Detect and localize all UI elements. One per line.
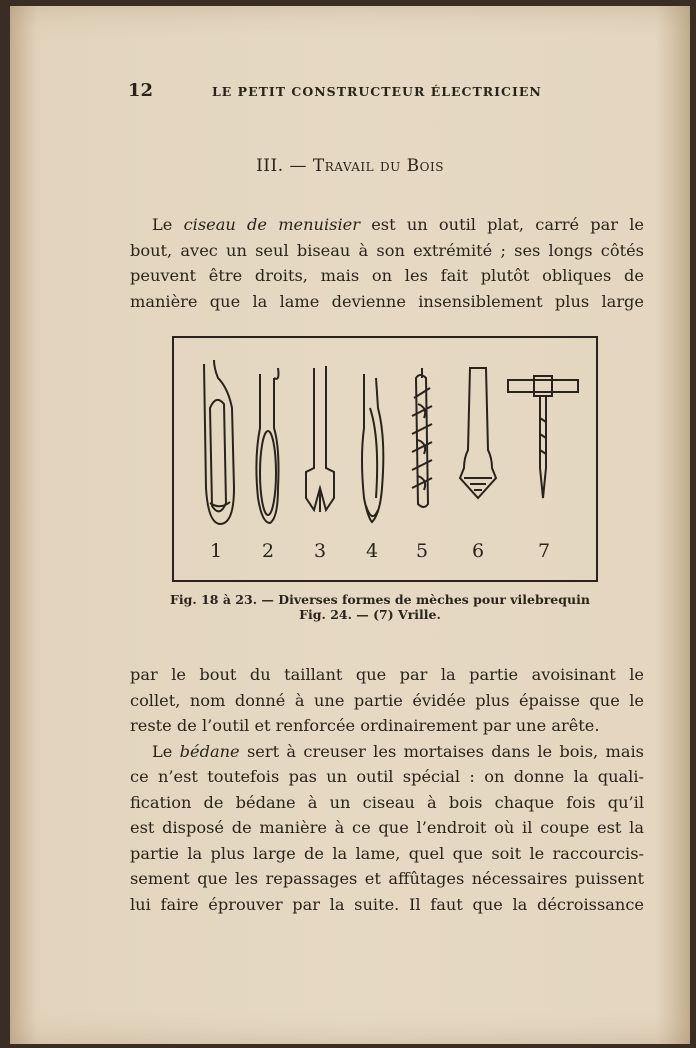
countersink-bit-drawing [460, 368, 496, 498]
term-ciseau: ciseau de menuisier [183, 215, 360, 234]
running-head: LE PETIT CONSTRUCTEUR ÉLECTRICIEN [212, 84, 542, 99]
term-bedane: bédane [179, 741, 240, 761]
caption-line-1: Fig. 18 à 23. — Diverses formes de mèches pour vilebrequin [170, 592, 590, 607]
text-line: est disposé de manière à ce que l’endroit où il coupe est la [130, 818, 644, 837]
figure-drill-bits [172, 336, 598, 582]
twist-bit-drawing [412, 368, 432, 507]
paragraph-2 [130, 662, 644, 917]
chisel-bit-drawing [204, 360, 234, 524]
text-line: par le bout du taillant que par la partie avoisinant le [130, 665, 644, 684]
text-line: lui faire éprouver par la suite. Il faut que la décroissance [130, 894, 644, 914]
text-line: sement que les repassages et affûtages nécessaires puissent [130, 869, 644, 888]
text-line: peuvent être droits, mais on les fait plutôt obliques de [130, 266, 644, 285]
figure-caption [10, 592, 690, 622]
figure-label-1: 1 [209, 540, 223, 562]
text-line: collet, nom donné à une partie évidée plus épaisse que le [130, 690, 644, 710]
text-line: ce n’est toutefois pas un outil spécial : on donne la quali- [130, 767, 644, 786]
center-bit-drawing [306, 366, 334, 512]
caption-line-2: Fig. 24. — (7) Vrille. [299, 607, 441, 622]
figure-label-6: 6 [471, 540, 485, 562]
book-page [10, 6, 690, 1044]
text-line: Le ciseau de menuisier est un outil plat, carré par le [152, 215, 645, 234]
section-name: Travail du Bois [312, 156, 444, 176]
spoon-bit-drawing [256, 368, 278, 523]
figure-label-5: 5 [415, 540, 429, 562]
figure-label-4: 4 [365, 540, 379, 562]
text-line: bout, avec un seul biseau à son extrémité ; ses longs côtés [130, 240, 644, 260]
text-line: reste de l’outil et renforcée ordinairement par une arête. [130, 716, 600, 735]
text-line: manière que la lame devienne insensiblement plus large [130, 291, 644, 311]
gouge-bit-drawing [362, 374, 383, 522]
page-number: 12 [128, 80, 154, 101]
figure-label-7: 7 [537, 540, 551, 562]
text-line: fication de bédane à un ciseau à bois chaque fois qu’il [130, 792, 644, 812]
text-line: Le bédane sert à creuser les mortaises dans le bois, mais [152, 741, 644, 761]
paragraph-1 [130, 212, 644, 314]
page-header [10, 80, 690, 104]
figure-label-3: 3 [313, 540, 327, 562]
figure-label-2: 2 [261, 540, 275, 562]
gimlet-drawing [508, 376, 578, 498]
figure-illustration [174, 338, 596, 580]
section-title [10, 156, 690, 176]
text-line: partie la plus large de la lame, quel que soit le raccourcis- [130, 843, 644, 863]
section-numeral: III. — [256, 156, 313, 176]
